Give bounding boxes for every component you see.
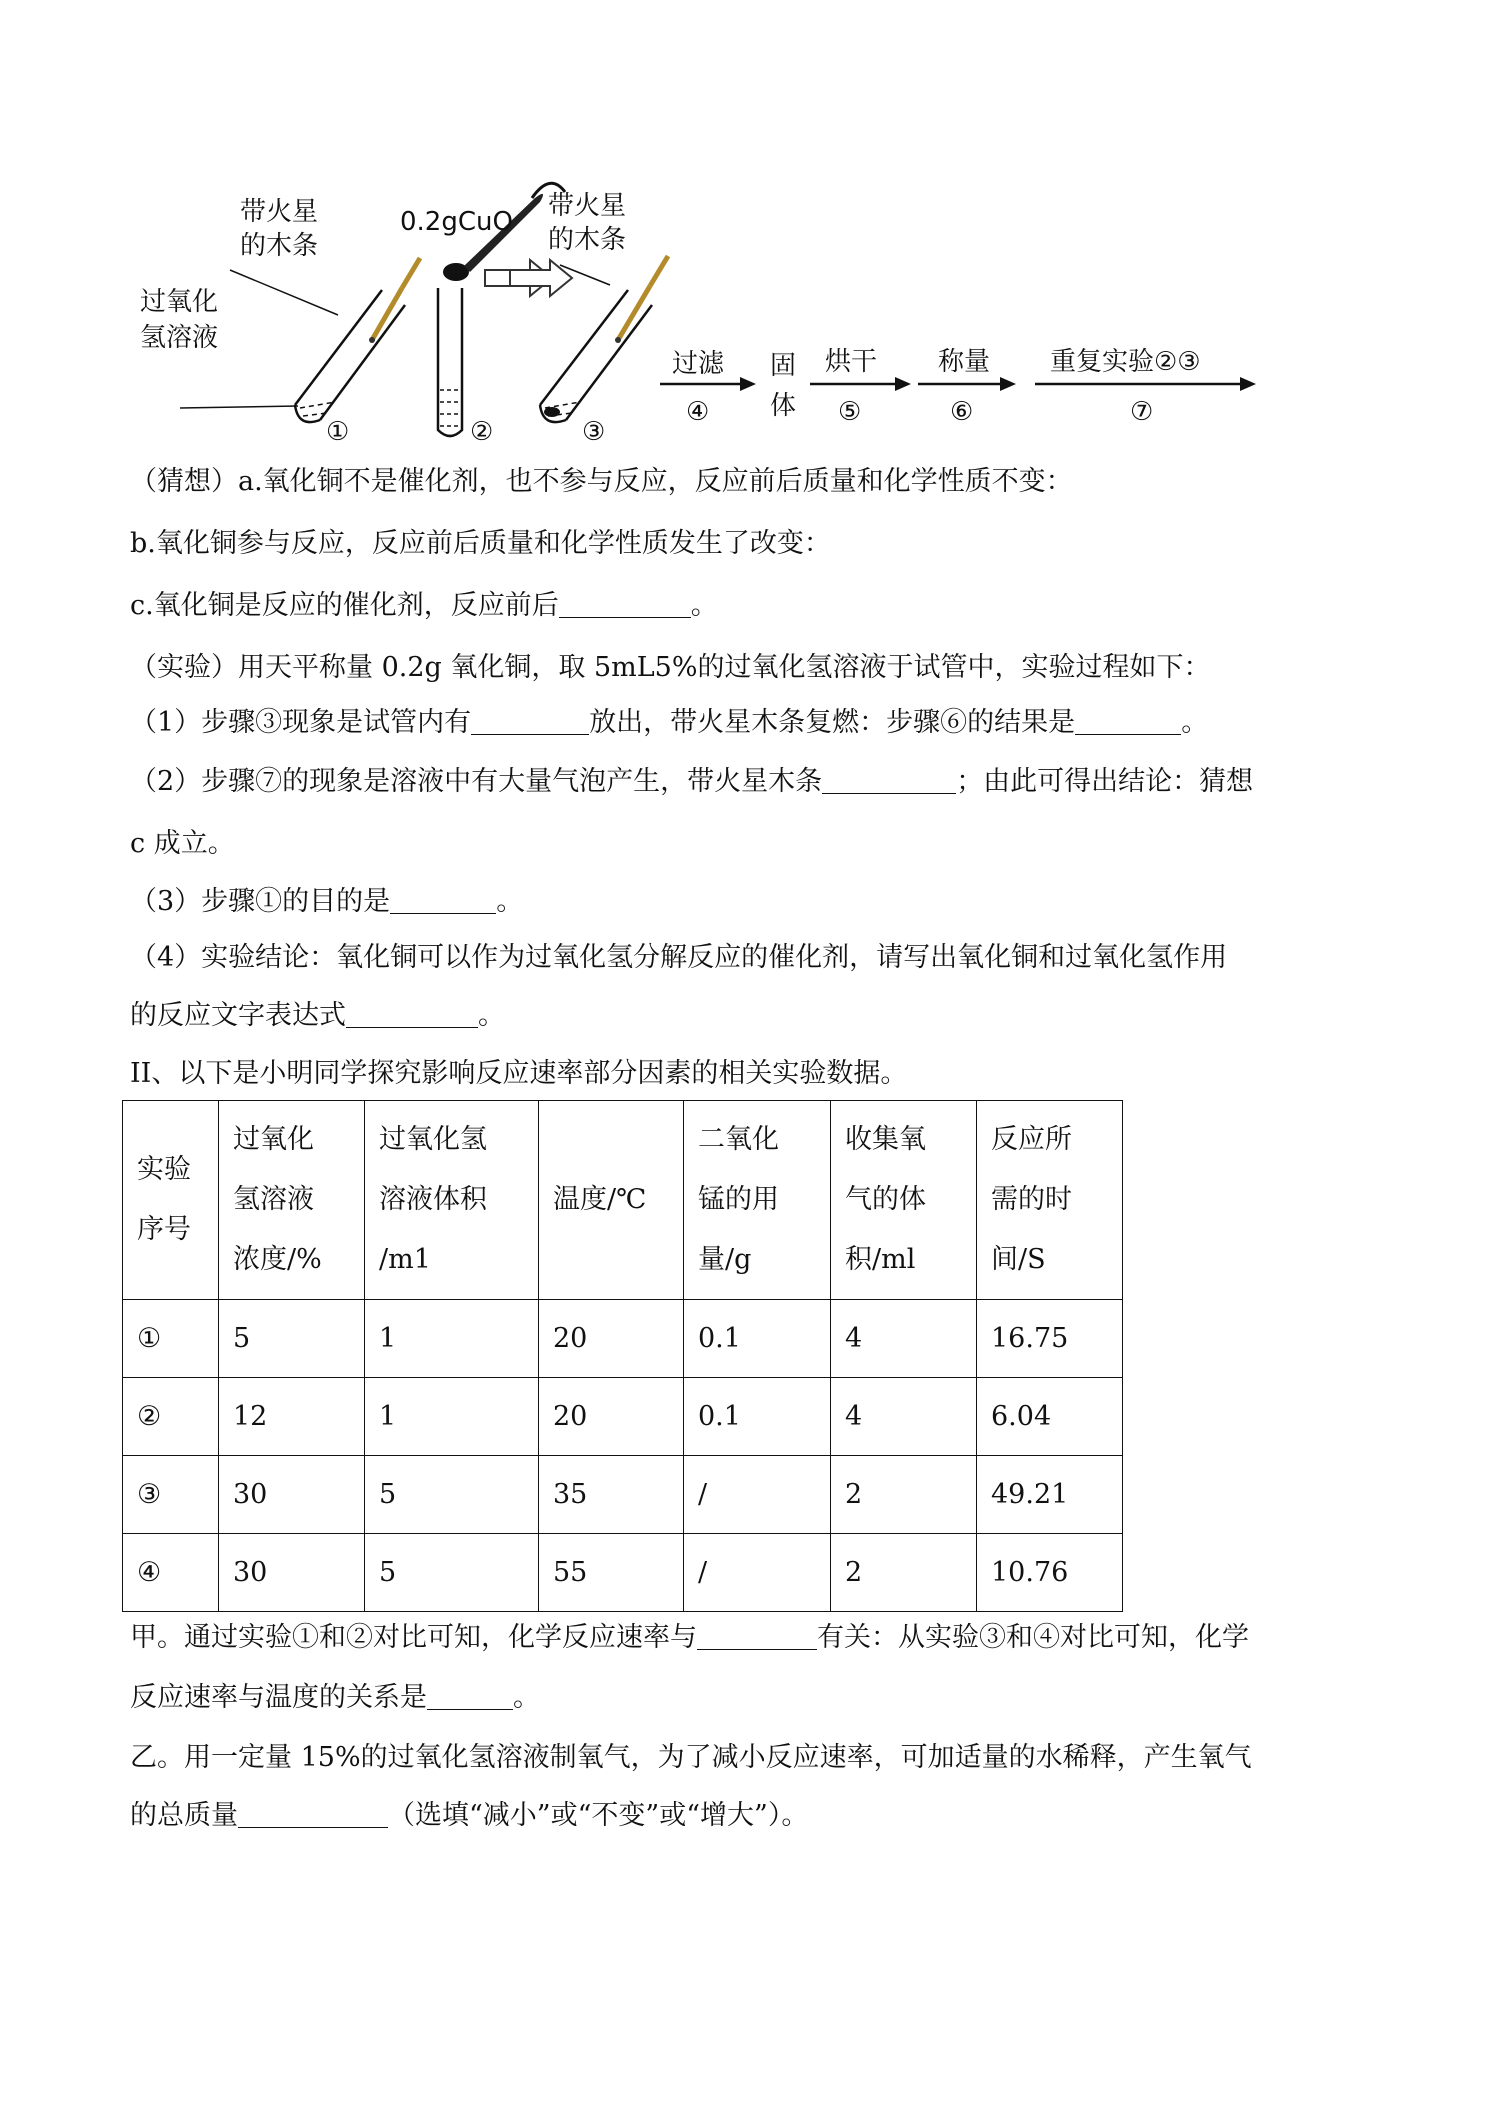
answer-blank[interactable]	[390, 887, 496, 914]
experiment-figure	[120, 180, 1280, 460]
solid-label-2: 体	[770, 391, 797, 421]
table-cell: 2	[831, 1456, 977, 1534]
step-weigh-label: 称量	[938, 347, 991, 377]
question-2: （2）步骤⑦的现象是溶液中有大量气泡产生，带火星木条 ；由此可得出结论：猜想	[130, 766, 1254, 797]
header-cell: 收集氧 气的体 积/ml	[831, 1101, 977, 1300]
table-cell: ②	[123, 1378, 219, 1456]
step-weigh-num: ⑥	[950, 397, 974, 427]
test-tube-1	[295, 258, 420, 422]
table-cell: ④	[123, 1534, 219, 1612]
table-cell: 10.76	[977, 1534, 1123, 1612]
figure-label-splint-left-2: 的木条	[240, 231, 319, 261]
guess-a: （猜想）a.氧化铜不是催化剂，也不参与反应，反应前后质量和化学性质不变：	[130, 466, 1073, 497]
figure-label-splint-right-2: 的木条	[548, 225, 627, 255]
question-jia: 甲。通过实验①和②对比可知，化学反应速率与 有关：从实验③和④对比可知，化学	[130, 1622, 1249, 1653]
answer-blank[interactable]	[1075, 708, 1181, 735]
table-cell: 12	[219, 1378, 365, 1456]
table-cell: 2	[831, 1534, 977, 1612]
header-cell: 过氧化 氢溶液 浓度/%	[219, 1101, 365, 1300]
table-row	[123, 1534, 1123, 1612]
answer-blank[interactable]	[559, 591, 691, 618]
table-cell: 20	[539, 1300, 684, 1378]
figure-label-solution-2: 氢溶液	[140, 323, 219, 353]
question-jia-line-2: 反应速率与温度的关系是 。	[130, 1682, 540, 1713]
question-yi-line-2: 的总质量 （选填“减小”或“不变”或“增大”）。	[130, 1800, 809, 1831]
question-2-line-2: c 成立。	[130, 828, 235, 859]
experiment-intro: （实验）用天平称量 0.2g 氧化铜，取 5mL5%的过氧化氢溶液于试管中，实验过程如下：	[130, 652, 1211, 683]
table-cell: 4	[831, 1300, 977, 1378]
table-cell: 6.04	[977, 1378, 1123, 1456]
guess-c: c.氧化铜是反应的催化剂，反应前后 。	[130, 590, 718, 621]
table-cell: /	[684, 1534, 831, 1612]
answer-blank[interactable]	[471, 708, 589, 735]
header-cell: 二氧化 锰的用 量/g	[684, 1101, 831, 1300]
step-repeat-label: 重复实验②③	[1050, 347, 1201, 377]
table-cell: 49.21	[977, 1456, 1123, 1534]
table-row	[123, 1378, 1123, 1456]
figure-tube-2-num: ②	[470, 417, 494, 447]
step-dry-label: 烘干	[825, 347, 878, 377]
table-row	[123, 1300, 1123, 1378]
test-tube-2	[438, 288, 462, 436]
table-cell: 30	[219, 1534, 365, 1612]
step-filter-num: ④	[686, 397, 710, 427]
header-cell: 温度/℃	[539, 1101, 684, 1300]
question-4: （4）实验结论：氧化铜可以作为过氧化氢分解反应的催化剂，请写出氧化铜和过氧化氢作用	[130, 942, 1228, 973]
question-1: （1）步骤③现象是试管内有 放出，带火星木条复燃：步骤⑥的结果是 。	[130, 707, 1209, 738]
table-cell: 5	[365, 1534, 539, 1612]
table-cell: ③	[123, 1456, 219, 1534]
table-cell: ①	[123, 1300, 219, 1378]
question-3: （3）步骤①的目的是 。	[130, 886, 524, 917]
header-cell: 过氧化氢 溶液体积 /m1	[365, 1101, 539, 1300]
figure-label-cuo: 0.2gCuO	[400, 207, 513, 237]
part-2-title: II、以下是小明同学探究影响反应速率部分因素的相关实验数据。	[130, 1058, 908, 1089]
answer-blank[interactable]	[238, 1801, 388, 1828]
question-4-line-2: 的反应文字表达式 。	[130, 1000, 505, 1031]
table-cell: 30	[219, 1456, 365, 1534]
figure-label-splint-left-1: 带火星	[240, 197, 319, 227]
step-repeat-num: ⑦	[1130, 397, 1154, 427]
table-cell: 16.75	[977, 1300, 1123, 1378]
figure-label-splint-right-1: 带火星	[548, 191, 627, 221]
question-yi: 乙。用一定量 15%的过氧化氢溶液制氧气，为了减小反应速率，可加适量的水稀释，产生氧气	[130, 1742, 1252, 1773]
header-cell: 反应所 需的时 间/S	[977, 1101, 1123, 1300]
figure-label-solution-1: 过氧化	[140, 287, 219, 317]
table-header-row	[123, 1101, 1123, 1300]
table-cell: 35	[539, 1456, 684, 1534]
answer-blank[interactable]	[822, 767, 956, 794]
table-cell: 5	[219, 1300, 365, 1378]
header-cell: 实验 序号	[123, 1101, 219, 1300]
table-cell: 0.1	[684, 1300, 831, 1378]
table-cell: 1	[365, 1300, 539, 1378]
table-cell: 4	[831, 1378, 977, 1456]
table-cell: 5	[365, 1456, 539, 1534]
step-filter-label: 过滤	[672, 349, 725, 379]
solid-label-1: 固	[770, 351, 797, 381]
answer-blank[interactable]	[427, 1683, 513, 1710]
guess-b: b.氧化铜参与反应，反应前后质量和化学性质发生了改变：	[130, 528, 831, 559]
step-dry-num: ⑤	[838, 397, 862, 427]
step-flow	[660, 347, 1256, 427]
answer-blank[interactable]	[346, 1001, 478, 1028]
table-cell: 55	[539, 1534, 684, 1612]
answer-blank[interactable]	[697, 1623, 817, 1650]
table-cell: 1	[365, 1378, 539, 1456]
table-cell: 20	[539, 1378, 684, 1456]
figure-tube-3-num: ③	[582, 417, 606, 447]
experiment-data-table	[122, 1100, 1123, 1612]
figure-tube-1-num: ①	[326, 417, 350, 447]
table-cell: 0.1	[684, 1378, 831, 1456]
table-row	[123, 1456, 1123, 1534]
table-cell: /	[684, 1456, 831, 1534]
